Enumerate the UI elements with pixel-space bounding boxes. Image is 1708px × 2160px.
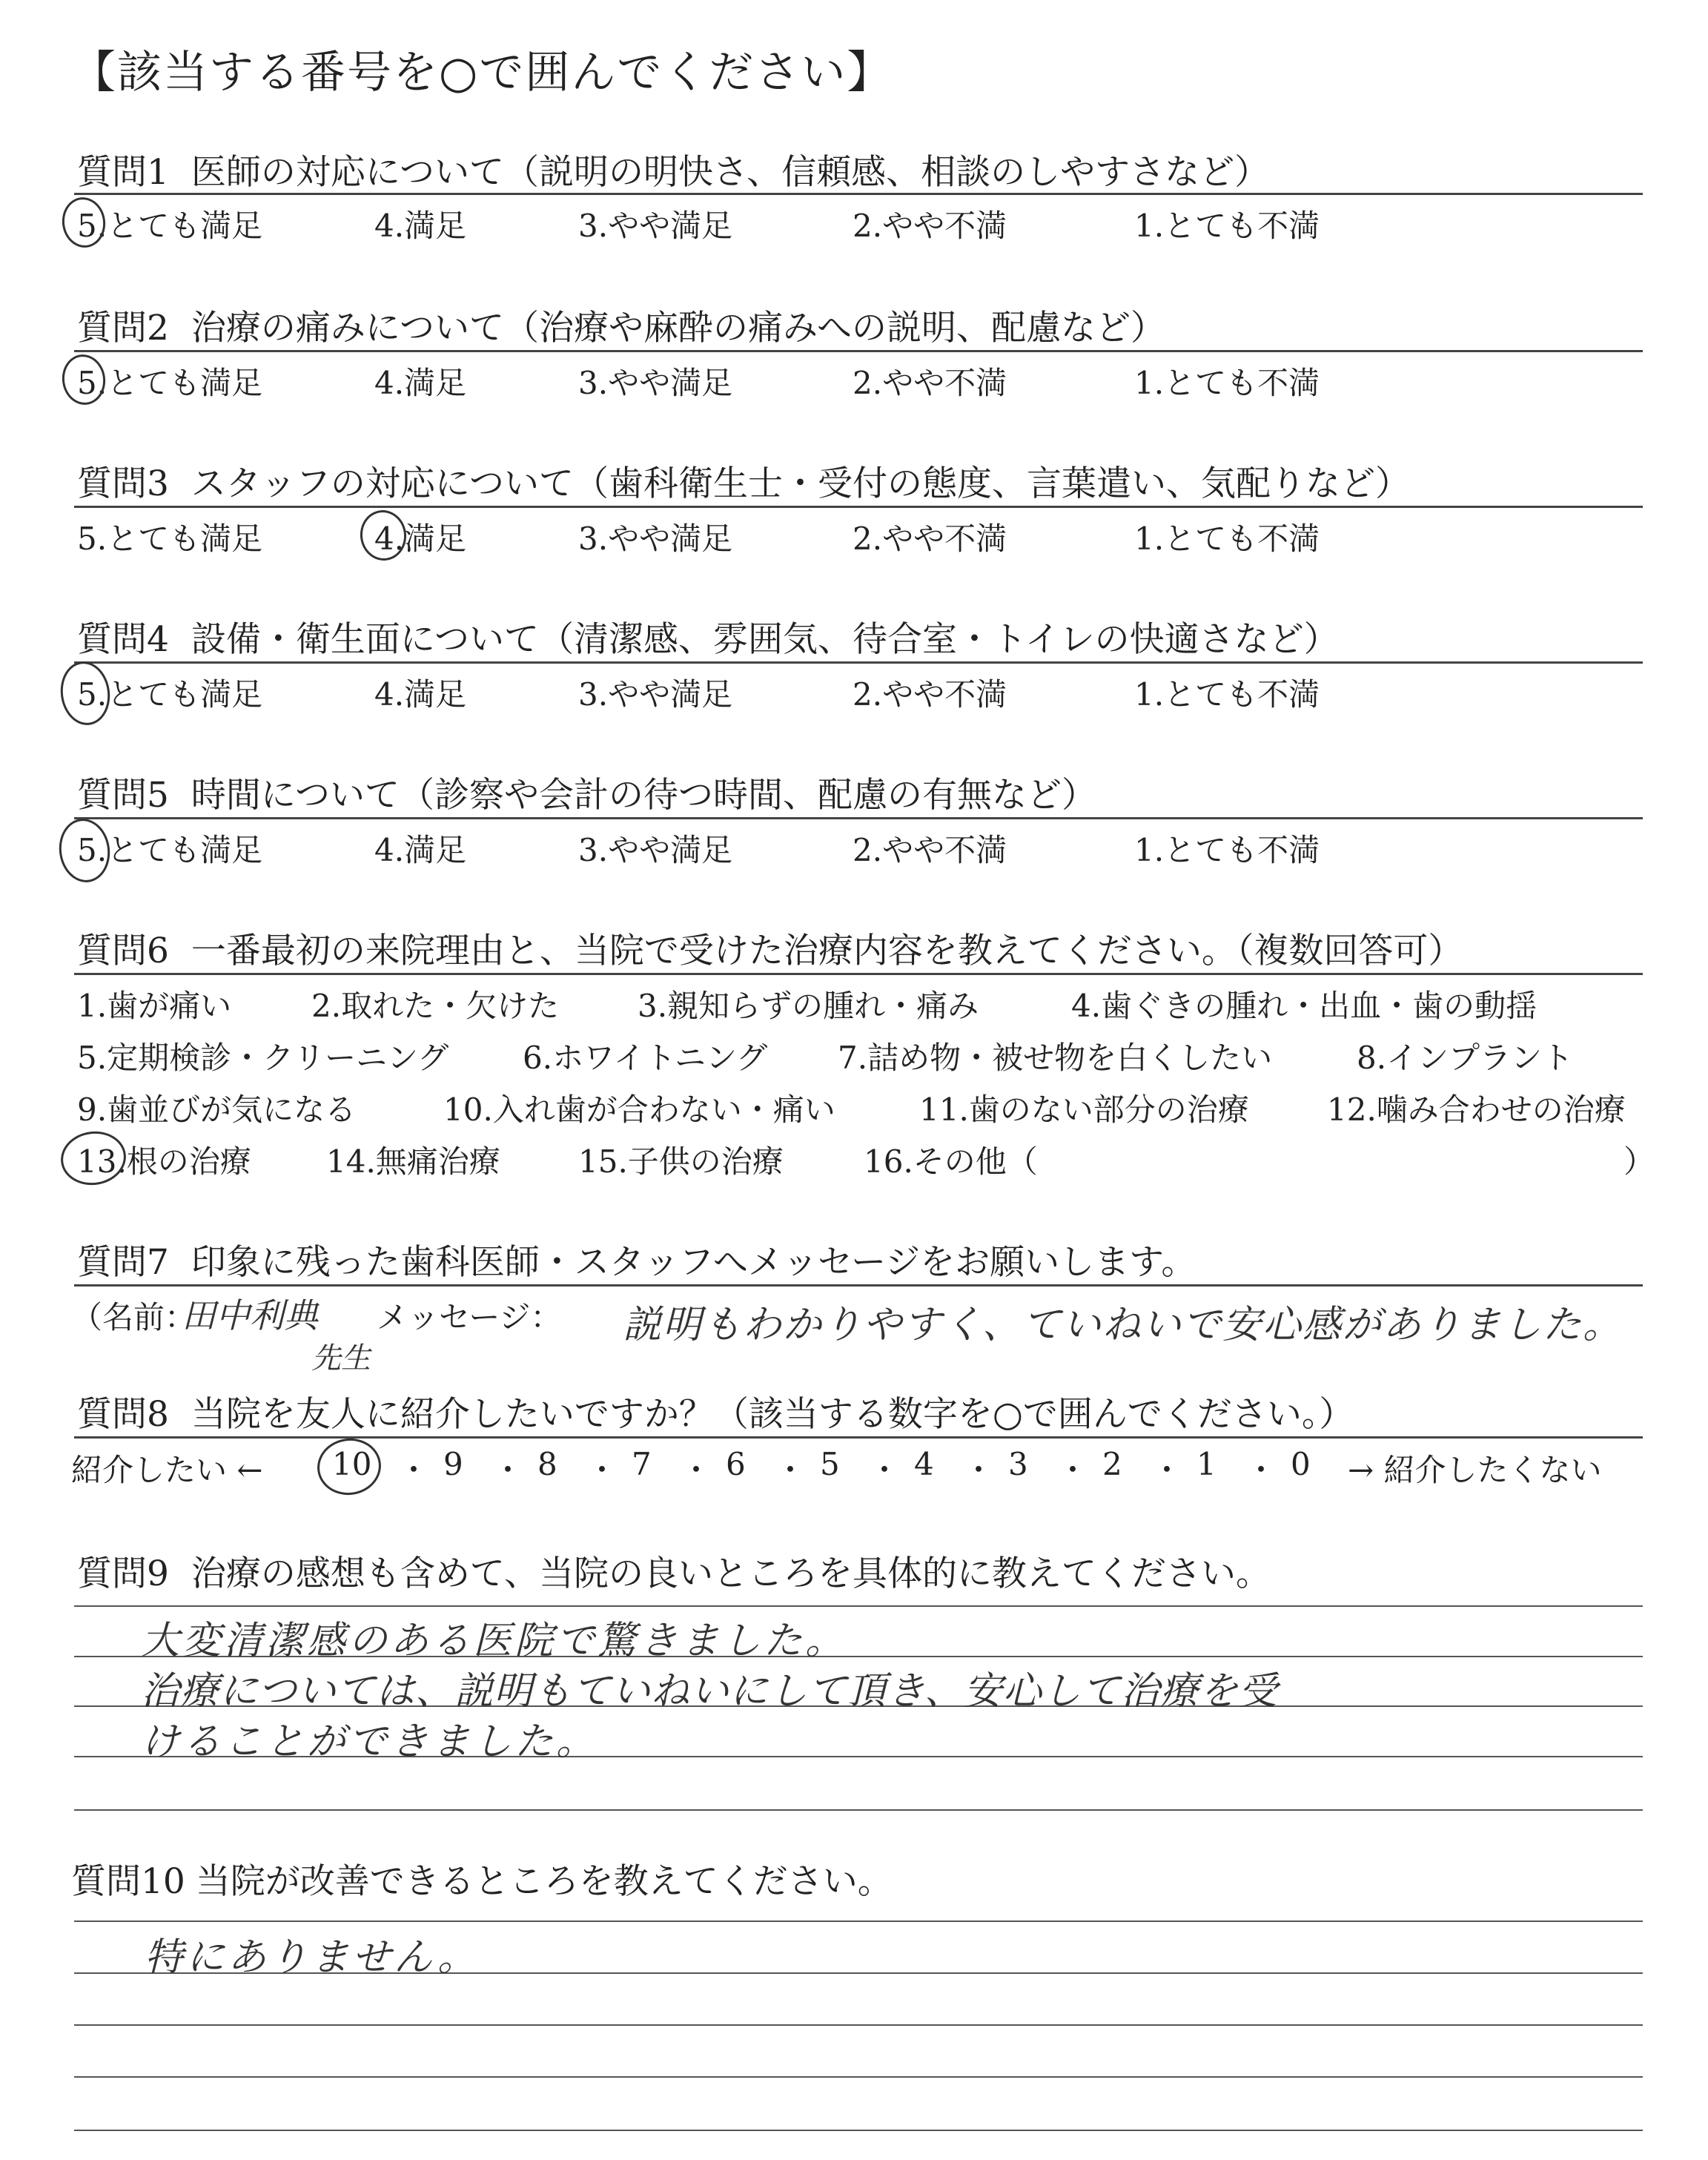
question-8-label: 質問8 xyxy=(77,1394,169,1435)
q8-dot: ・ xyxy=(398,1452,430,1488)
q3-option-2[interactable]: 2.やや不満 xyxy=(853,521,1007,557)
q10-answer-line xyxy=(74,2024,1643,2026)
question-8-rule xyxy=(74,1436,1643,1439)
q2-option-2[interactable]: 2.やや不満 xyxy=(853,365,1007,401)
question-1-label: 質問1 xyxy=(77,152,169,193)
q1-option-1[interactable]: 1.とても不満 xyxy=(1134,208,1320,244)
q2-option-3[interactable]: 3.やや満足 xyxy=(578,365,733,401)
question-6-rule xyxy=(74,973,1643,975)
question-4-header xyxy=(77,612,1339,661)
q4-option-1[interactable]: 1.とても不満 xyxy=(1134,676,1320,713)
q8-option-3[interactable]: 3 xyxy=(1008,1446,1028,1482)
q7-name-value: 田中利典 xyxy=(182,1295,318,1335)
question-8-header xyxy=(77,1387,1354,1436)
q9-answer-line-2: 治療については、説明もていねいにして頂き、安心して治療を受 xyxy=(141,1669,1278,1714)
q6-option-16-close: ） xyxy=(1623,1143,1655,1180)
q8-option-6[interactable]: 6 xyxy=(726,1446,746,1482)
question-2-header xyxy=(77,300,1165,350)
q10-answer-line-1: 特にありません。 xyxy=(145,1935,480,1980)
q3-option-1[interactable]: 1.とても不満 xyxy=(1134,521,1320,557)
q8-dot: ・ xyxy=(1245,1452,1277,1488)
q3-option-4[interactable]: 4.満足 xyxy=(374,521,467,557)
question-3-rule xyxy=(74,506,1643,508)
question-1-rule xyxy=(74,193,1643,195)
q6-option-10[interactable]: 10.入れ歯が合わない・痛い xyxy=(443,1091,835,1128)
q7-message-label: メッセージ： xyxy=(377,1299,562,1335)
question-10-label: 質問10 xyxy=(71,1861,185,1902)
question-2-label: 質問2 xyxy=(77,308,169,349)
question-2-text: 治療の痛みについて（治療や麻酔の痛みへの説明、配慮など） xyxy=(191,308,1166,349)
q5-option-4[interactable]: 4.満足 xyxy=(374,832,467,868)
q2-option-5[interactable]: 5.とても満足 xyxy=(77,365,263,401)
question-3-header xyxy=(77,456,1410,506)
question-7-rule xyxy=(74,1284,1643,1287)
q6-option-11[interactable]: 11.歯のない部分の治療 xyxy=(919,1091,1249,1128)
q6-option-5[interactable]: 5.定期検診・クリーニング xyxy=(77,1040,449,1076)
question-4-label: 質問4 xyxy=(77,619,169,660)
q6-option-7[interactable]: 7.詰め物・被せ物を白くしたい xyxy=(838,1040,1273,1076)
question-1-header xyxy=(77,145,1269,194)
q6-option-16[interactable]: 16.その他（ xyxy=(864,1143,1038,1180)
question-5-header xyxy=(77,767,1096,817)
q5-option-1[interactable]: 1.とても不満 xyxy=(1134,832,1320,868)
q10-answer-line xyxy=(74,2130,1643,2131)
q8-option-8[interactable]: 8 xyxy=(537,1446,557,1482)
question-7-header xyxy=(77,1235,1196,1284)
q8-option-1[interactable]: 1 xyxy=(1196,1446,1217,1482)
q8-dot: ・ xyxy=(775,1452,807,1488)
q8-option-4[interactable]: 4 xyxy=(914,1446,934,1482)
q10-answer-line xyxy=(74,1920,1643,1922)
q1-option-4[interactable]: 4.満足 xyxy=(374,208,467,244)
question-1-text: 医師の対応について（説明の明快さ、信頼感、相談のしやすさなど） xyxy=(191,152,1270,193)
q5-option-2[interactable]: 2.やや不満 xyxy=(853,832,1007,868)
form-title: 【該当する番号を○で囲んでください】 xyxy=(71,47,893,99)
q5-option-5[interactable]: 5.とても満足 xyxy=(77,832,263,868)
q8-dot: ・ xyxy=(963,1452,995,1488)
q8-dot: ・ xyxy=(492,1452,524,1488)
q7-name-label: （名前： xyxy=(71,1299,196,1335)
q9-answer-line xyxy=(74,1605,1643,1607)
question-7-label: 質問7 xyxy=(77,1242,169,1283)
question-6-label: 質問6 xyxy=(77,931,169,971)
question-5-text: 時間について（診察や会計の待つ時間、配慮の有無など） xyxy=(191,775,1096,816)
q4-option-5[interactable]: 5.とても満足 xyxy=(77,676,263,713)
q8-option-7[interactable]: 7 xyxy=(632,1446,652,1482)
q1-option-5[interactable]: 5.とても満足 xyxy=(77,208,263,244)
q4-option-3[interactable]: 3.やや満足 xyxy=(578,676,733,713)
q4-option-2[interactable]: 2.やや不満 xyxy=(853,676,1007,713)
q8-selection-circle xyxy=(314,1434,385,1499)
question-4-rule xyxy=(74,661,1643,664)
q6-option-8[interactable]: 8.インプラント xyxy=(1357,1040,1574,1076)
question-7-text: 印象に残った歯科医師・スタッフへメッセージをお願いします。 xyxy=(191,1242,1196,1283)
q3-option-3[interactable]: 3.やや満足 xyxy=(578,521,733,557)
q8-option-0[interactable]: 0 xyxy=(1291,1446,1311,1482)
q6-option-6[interactable]: 6.ホワイトニング xyxy=(523,1040,768,1076)
q8-dot: ・ xyxy=(586,1452,618,1488)
q8-option-10[interactable]: 10 xyxy=(332,1446,372,1482)
q8-option-2[interactable]: 2 xyxy=(1102,1446,1122,1482)
q7-message-value: 説明もわかりやすく、ていねいで安心感がありました。 xyxy=(623,1303,1623,1347)
q7-name-suffix: 先生 xyxy=(311,1341,371,1375)
question-9-text: 治療の感想も含めて、当院の良いところを具体的に教えてください。 xyxy=(191,1553,1271,1594)
q6-option-2[interactable]: 2.取れた・欠けた xyxy=(311,988,560,1024)
question-9-label: 質問9 xyxy=(77,1553,169,1594)
question-5-rule xyxy=(74,817,1643,819)
q9-answer-line-1: 大変清潔感のある医院で驚きました。 xyxy=(141,1619,847,1663)
q8-dot: ・ xyxy=(1057,1452,1089,1488)
question-6-text: 一番最初の来院理由と、当院で受けた治療内容を教えてください。（複数回答可） xyxy=(191,931,1463,971)
q1-option-2[interactable]: 2.やや不満 xyxy=(853,208,1007,244)
question-4-text: 設備・衛生面について（清潔感、雰囲気、待合室・トイレの快適さなど） xyxy=(191,619,1339,660)
question-10-header xyxy=(71,1854,893,1903)
question-3-text: スタッフの対応について（歯科衛生士・受付の態度、言葉遣い、気配りなど） xyxy=(191,463,1410,504)
q8-option-5[interactable]: 5 xyxy=(820,1446,840,1482)
q8-dot: ・ xyxy=(681,1452,712,1488)
q1-option-3[interactable]: 3.やや満足 xyxy=(578,208,733,244)
q3-option-5[interactable]: 5.とても満足 xyxy=(77,521,263,557)
question-3-label: 質問3 xyxy=(77,463,169,504)
q9-answer-line xyxy=(74,1809,1643,1811)
question-6-header xyxy=(77,923,1463,973)
q8-dot: ・ xyxy=(1151,1452,1183,1488)
question-10-text: 当院が改善できるところを教えてください。 xyxy=(195,1861,893,1902)
q8-option-9[interactable]: 9 xyxy=(443,1446,463,1482)
question-8-text: 当院を友人に紹介したいですか？（該当する数字を○で囲んでください。） xyxy=(191,1394,1354,1435)
q6-option-4[interactable]: 4.歯ぐきの腫れ・出血・歯の動揺 xyxy=(1071,988,1537,1024)
q5-option-3[interactable]: 3.やや満足 xyxy=(578,832,733,868)
q2-option-4[interactable]: 4.満足 xyxy=(374,365,467,401)
q8-right-label: → 紹介したくない xyxy=(1348,1452,1602,1488)
q4-selection-circle xyxy=(56,658,113,728)
q6-option-14[interactable]: 14.無痛治療 xyxy=(326,1143,500,1180)
q6-option-12[interactable]: 12.噛み合わせの治療 xyxy=(1327,1091,1626,1128)
q10-answer-line xyxy=(74,2076,1643,2078)
q2-option-1[interactable]: 1.とても不満 xyxy=(1134,365,1320,401)
q6-option-15[interactable]: 15.子供の治療 xyxy=(578,1143,784,1180)
q6-option-3[interactable]: 3.親知らずの腫れ・痛み xyxy=(638,988,979,1024)
q8-dot: ・ xyxy=(869,1452,901,1488)
question-9-header xyxy=(77,1546,1271,1596)
q6-option-13[interactable]: 13.根の治療 xyxy=(77,1143,251,1180)
question-2-rule xyxy=(74,350,1643,352)
q9-answer-line-3: けることができました。 xyxy=(141,1720,598,1764)
q6-option-9[interactable]: 9.歯並びが気になる xyxy=(77,1091,357,1128)
question-5-label: 質問5 xyxy=(77,775,169,816)
q8-left-label: 紹介したい ← xyxy=(71,1452,263,1488)
q6-option-1[interactable]: 1.歯が痛い xyxy=(77,988,232,1024)
q4-option-4[interactable]: 4.満足 xyxy=(374,676,467,713)
